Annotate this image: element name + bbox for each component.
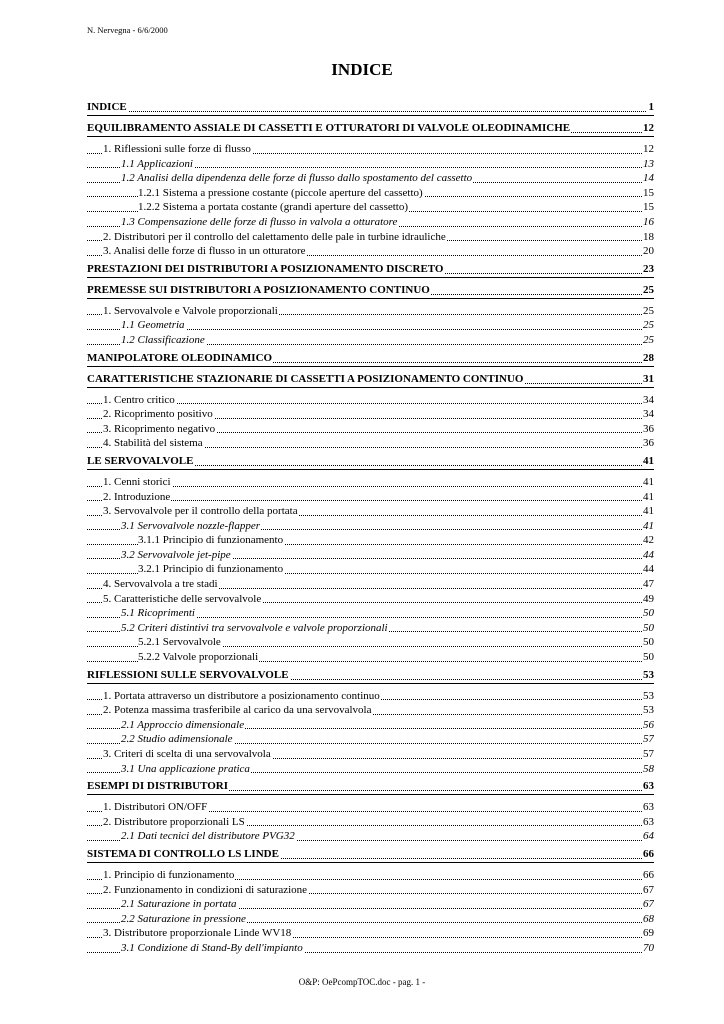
toc-entry-page: 31 [643, 372, 654, 385]
toc-entry-page: 50 [643, 636, 654, 649]
toc-entry-page: 36 [643, 437, 654, 450]
toc-entry[interactable] [87, 926, 654, 941]
toc-entry-page: 66 [643, 847, 654, 860]
toc-entry-page: 58 [643, 762, 654, 775]
toc-entry-page: 41 [643, 454, 654, 467]
toc-entry-page: 70 [643, 941, 654, 954]
toc-entry-title: PREMESSE SUI DISTRIBUTORI A POSIZIONAMENTO CONTINUO [87, 283, 430, 296]
toc-entry-title: 1.2 Analisi della dipendenza delle forze di flusso dallo spostamento del cassetto [121, 172, 473, 185]
toc-entry[interactable] [87, 800, 654, 815]
toc-entry-page: 50 [643, 607, 654, 620]
toc-entry-page: 50 [643, 651, 654, 664]
toc-entry[interactable] [87, 475, 654, 490]
toc-entry[interactable] [87, 815, 654, 830]
toc-entry-title: PRESTAZIONI DEI DISTRIBUTORI A POSIZIONAMENTO DISCRETO [87, 262, 444, 275]
toc-entry[interactable] [87, 912, 654, 927]
toc-entry[interactable] [87, 718, 654, 733]
toc-entry[interactable] [87, 393, 654, 408]
toc-entry-title: 4. Servovalvola a tre stadi [103, 578, 218, 591]
toc-entry-page: 69 [643, 927, 654, 940]
toc-entry[interactable] [87, 747, 654, 762]
toc-entry-page: 41 [643, 475, 654, 488]
toc-entry-title: 1.1 Applicazioni [121, 157, 193, 170]
toc-entry-page: 56 [643, 718, 654, 731]
toc-entry[interactable] [87, 200, 654, 215]
toc-entry-title: 2.1 Saturazione in portata [121, 898, 237, 911]
toc-entry[interactable] [87, 548, 654, 563]
toc-entry[interactable] [87, 689, 654, 704]
toc-entry[interactable] [87, 897, 654, 912]
toc-entry-title: INDICE [87, 101, 127, 113]
toc-entry-page: 34 [643, 408, 654, 421]
toc-entry[interactable] [87, 422, 654, 437]
toc-entry-page: 63 [643, 780, 654, 793]
toc-entry-title: 3.2 Servovalvole jet-pipe [121, 548, 231, 561]
toc-entry-page: 68 [643, 912, 654, 925]
toc-entry-title: 1. Cenni storici [103, 475, 171, 488]
toc-entry-title: 3. Distributore proporzionale Linde WV18 [103, 927, 292, 940]
toc-entry-page: 53 [643, 704, 654, 717]
toc-entry-title: 2.1 Approccio dimensionale [121, 718, 245, 731]
toc-entry[interactable] [87, 577, 654, 592]
toc-entry-title: RIFLESSIONI SULLE SERVOVALVOLE [87, 668, 289, 681]
page-footer: O&P: OePcompTOC.doc - pag. 1 - [298, 977, 426, 987]
toc-entry-title: 5.2.1 Servovalvole [138, 636, 221, 649]
toc-entry-title: 5. Caratteristiche delle servovalvole [103, 592, 262, 605]
toc-entry-page: 50 [643, 621, 654, 634]
toc-entry[interactable] [87, 650, 654, 665]
toc-entry-page: 12 [643, 122, 654, 134]
toc-entry[interactable] [87, 333, 654, 348]
toc-entry-title: EQUILIBRAMENTO ASSIALE DI CASSETTI E OTTURATORI DI VALVOLE OLEODINAMICHE [87, 122, 571, 134]
toc-entry-title: 1.3 Compensazione delle forze di flusso in valvola a otturatore [121, 215, 398, 228]
toc-entry-page: 41 [643, 490, 654, 503]
toc-chapter-entry[interactable] [87, 121, 654, 137]
toc-entry-page: 49 [643, 592, 654, 605]
toc-entry[interactable] [87, 318, 654, 333]
toc-entry-page: 25 [643, 333, 654, 346]
toc-entry-page: 18 [643, 230, 654, 243]
toc-entry-page: 67 [643, 883, 654, 896]
toc-entry-title: 3.1.1 Principio di funzionamento [138, 534, 284, 547]
toc-entry-page: 67 [643, 898, 654, 911]
toc-chapter-entry[interactable] [87, 372, 654, 388]
toc-entry[interactable] [87, 186, 654, 201]
toc-entry-title: 2. Distributori per il controllo del calettamento delle pale in turbine idrauliche [103, 230, 446, 243]
toc-entry-page: 28 [643, 351, 654, 364]
toc-entry-page: 12 [643, 143, 654, 155]
toc-entry-page: 53 [643, 668, 654, 681]
toc-entry[interactable] [87, 762, 654, 777]
toc-entry-title: 2.1 Dati tecnici del distributore PVG32 [121, 830, 295, 843]
toc-entry-page: 57 [643, 748, 654, 760]
toc-entry-page: 42 [643, 534, 654, 547]
toc-chapter-entry[interactable] [87, 668, 654, 684]
toc-entry[interactable] [87, 304, 654, 319]
toc-entry-title: CARATTERISTICHE STAZIONARIE DI CASSETTI A POSIZIONAMENTO CONTINUO [87, 372, 524, 385]
toc-entry[interactable] [87, 436, 654, 451]
toc-entry-title: SISTEMA DI CONTROLLO LS LINDE [87, 847, 279, 860]
toc-entry-page: 53 [643, 689, 654, 702]
toc-entry-page: 57 [643, 733, 654, 746]
toc-entry-title: 1. Riflessioni sulle forze di flusso [103, 143, 251, 155]
toc-entry-title: 1. Centro critico [103, 393, 175, 406]
toc-entry-title: 3. Criteri di scelta di una servovalvola [103, 748, 271, 760]
toc-entry[interactable] [87, 490, 654, 505]
toc-entry-title: 5.2 Criteri distintivi tra servovalvole e valvole proporzionali [121, 621, 388, 634]
toc-entry-title: 5.2.2 Valvole proporzionali [138, 651, 259, 664]
toc-entry-title: LE SERVOVALVOLE [87, 454, 194, 467]
toc-entry[interactable] [87, 829, 654, 844]
toc-entry-title: 1. Distributori ON/OFF [103, 801, 208, 814]
toc-entry-title: 1. Servovalvole e Valvole proporzionali [103, 304, 278, 317]
page-header: N. Nervegna - 6/6/2000 [87, 25, 168, 35]
page-title: INDICE [331, 60, 393, 79]
toc-entry-title: 3. Analisi delle forze di flusso in un otturatore [103, 245, 306, 258]
toc-entry[interactable] [87, 519, 654, 534]
toc-entry-title: 3.1 Condizione di Stand-By dell'impianto [121, 941, 303, 954]
toc-entry-page: 15 [643, 201, 654, 214]
toc-entry-page: 25 [643, 304, 654, 317]
toc-entry-page: 34 [643, 393, 654, 406]
toc-entry-title: ESEMPI DI DISTRIBUTORI [87, 780, 229, 793]
toc-entry[interactable] [87, 606, 654, 621]
toc-entry-page: 63 [643, 801, 654, 814]
toc-entry[interactable] [87, 868, 654, 883]
toc-entry-page: 44 [643, 563, 654, 576]
toc-entry[interactable] [87, 171, 654, 186]
toc-entry-page: 13 [643, 157, 654, 170]
toc-entry[interactable] [87, 215, 654, 230]
toc-entry-page: 23 [643, 262, 654, 275]
toc-entry-page: 1 [648, 101, 654, 113]
toc-entry[interactable] [87, 592, 654, 607]
toc-entry[interactable] [87, 230, 654, 245]
toc-entry[interactable] [87, 941, 654, 956]
toc-chapter-entry[interactable] [87, 847, 654, 863]
toc-entry-title: 3.2.1 Principio di funzionamento [138, 563, 284, 576]
toc-entry-title: 2. Ricoprimento positivo [103, 408, 213, 421]
toc-entry-title: 2. Introduzione [103, 490, 171, 503]
toc-entry-title: 2. Distributore proporzionali LS [103, 815, 245, 828]
toc-entry-page: 44 [643, 548, 654, 561]
toc-entry-title: 1.2.2 Sistema a portata costante (grandi aperture del cassetto) [138, 201, 409, 214]
toc-entry-page: 41 [643, 505, 654, 518]
toc-entry-title: 4. Stabilità del sistema [103, 437, 203, 450]
toc-entry-page: 15 [643, 186, 654, 199]
toc-entry[interactable] [87, 562, 654, 577]
toc-entry-title: 3. Servovalvole per il controllo della portata [103, 505, 298, 518]
toc-entry-page: 16 [643, 215, 654, 228]
toc-entry-title: 2.2 Saturazione in pressione [121, 912, 246, 925]
toc-entry-title: 2. Funzionamento in condizioni di saturazione [103, 883, 308, 896]
toc-entry[interactable] [87, 732, 654, 747]
toc-entry-page: 47 [643, 578, 654, 591]
toc-entry-page: 20 [643, 245, 654, 258]
toc-entry-title: 2.2 Studio adimensionale [121, 733, 233, 746]
toc-entry-page: 36 [643, 422, 654, 435]
toc-entry[interactable] [87, 504, 654, 519]
toc-entry-page: 14 [643, 172, 654, 185]
toc-chapter-entry[interactable] [87, 351, 654, 367]
toc-entry[interactable] [87, 621, 654, 636]
toc-chapter-entry[interactable] [87, 283, 654, 299]
toc-entry[interactable] [87, 703, 654, 718]
toc-entry[interactable] [87, 407, 654, 422]
toc-entry-title: 5.1 Ricoprimenti [121, 607, 195, 620]
toc-entry[interactable] [87, 883, 654, 898]
toc-entry[interactable] [87, 533, 654, 548]
toc-entry-page: 25 [643, 319, 654, 332]
toc-entry-title: 1.2 Classificazione [121, 333, 205, 346]
toc-entry-title: 3.1 Servovalvole nozzle-flapper [121, 519, 260, 532]
toc-entry-title: 3. Ricoprimento negativo [103, 422, 216, 435]
toc-entry-title: 1. Portata attraverso un distributore a posizionamento continuo [103, 689, 380, 702]
toc-entry-page: 41 [643, 519, 654, 532]
toc-entry-page: 25 [643, 283, 654, 296]
toc-chapter-entry[interactable] [87, 454, 654, 470]
toc-entry-page: 66 [643, 868, 654, 881]
toc-entry-title: 1. Principio di funzionamento [103, 868, 235, 881]
toc-entry-title: 3.1 Una applicazione pratica [121, 762, 250, 775]
toc-entry[interactable] [87, 635, 654, 650]
toc-entry-title: 1.1 Geometria [121, 319, 185, 332]
table-of-contents [87, 100, 654, 956]
toc-chapter-entry[interactable] [87, 100, 654, 116]
toc-entry-page: 63 [643, 815, 654, 828]
toc-entry-title: MANIPOLATORE OLEODINAMICO [87, 351, 273, 364]
toc-entry[interactable] [87, 244, 654, 259]
toc-entry[interactable] [87, 142, 654, 157]
toc-entry-page: 64 [643, 830, 654, 843]
toc-entry[interactable] [87, 157, 654, 172]
toc-entry-title: 2. Potenza massima trasferibile al carico da una servovalvola [103, 704, 372, 717]
toc-chapter-entry[interactable] [87, 262, 654, 278]
toc-chapter-entry[interactable] [87, 779, 654, 795]
toc-entry-title: 1.2.1 Sistema a pressione costante (piccole aperture del cassetto) [138, 186, 423, 199]
